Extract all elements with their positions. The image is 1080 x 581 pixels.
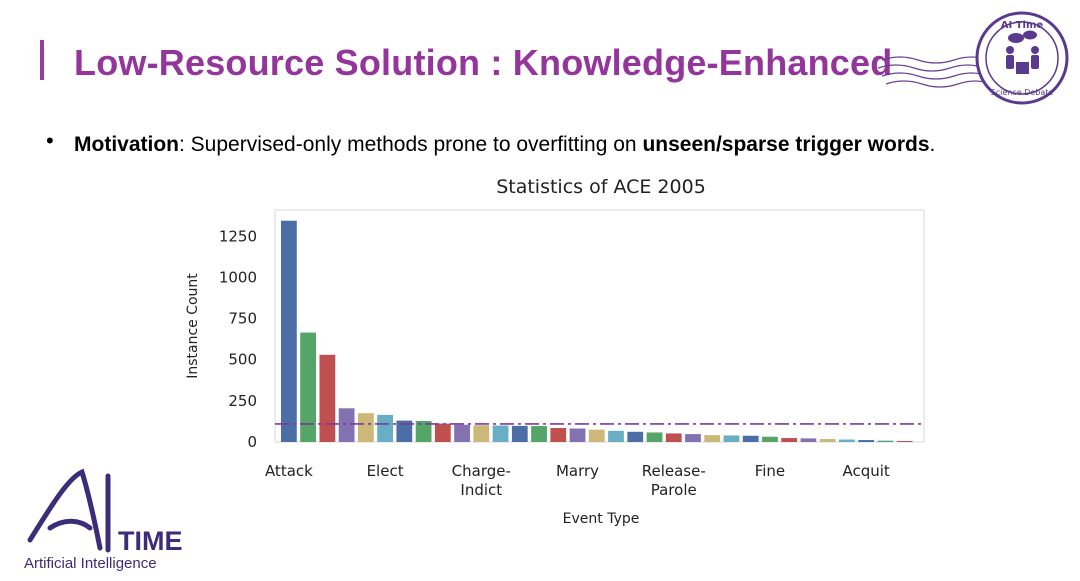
logo-mark: AI [20, 468, 21, 469]
bar [762, 437, 778, 442]
motivation-end: . [929, 133, 936, 156]
bar [608, 431, 624, 442]
x-tick-label: Attack [264, 462, 313, 480]
ai-time-logo [20, 468, 190, 578]
bar [627, 432, 643, 442]
y-axis-label: Instance Count [185, 273, 201, 379]
chart-title: Statistics of ACE 2005 [496, 176, 706, 198]
bar [339, 408, 355, 442]
bar [666, 433, 682, 442]
bar [493, 426, 509, 442]
bar [801, 438, 817, 442]
y-tick-label: 750 [228, 309, 257, 328]
x-tick-label: Acquit [842, 462, 890, 480]
bar [358, 413, 374, 442]
x-tick-label: Marry [555, 462, 600, 480]
bar [724, 435, 740, 442]
motivation-lead: Motivation [74, 133, 179, 156]
bar [647, 432, 663, 442]
motivation-emphasis: unseen/sparse trigger words [642, 133, 930, 156]
y-tick-label: 500 [228, 350, 257, 369]
bar [377, 415, 393, 442]
x-tick-label: Elect [366, 462, 404, 480]
bar [897, 441, 913, 442]
bar [454, 425, 470, 442]
x-tick-label: Release-Parole [641, 462, 706, 499]
bar [743, 436, 759, 442]
bar [319, 355, 335, 442]
bar [570, 429, 586, 442]
ai-time-debate-logo [870, 10, 1070, 106]
bar [473, 425, 489, 442]
bar [589, 430, 605, 442]
logo-word: TIME [118, 526, 183, 556]
slide-title: Low-Resource Solution : Knowledge-Enhanced [74, 42, 893, 83]
logo-bottom-label: Science Debate [990, 88, 1054, 97]
bar [820, 439, 836, 442]
logo-top-label: AI Time [1000, 20, 1044, 31]
bar [512, 426, 528, 442]
x-tick-label: Charge-Indict [451, 462, 511, 499]
bar [685, 434, 701, 442]
bar [281, 221, 297, 442]
bar [550, 428, 566, 442]
y-tick-label: 250 [228, 391, 257, 410]
plot-frame [275, 210, 924, 442]
motivation-sep: : [179, 133, 191, 156]
bar [878, 441, 894, 442]
bar [531, 426, 547, 442]
bar [781, 438, 797, 442]
bullet-dot: • [46, 128, 54, 153]
motivation-text [74, 133, 935, 157]
title-accent-bar [40, 40, 44, 80]
motivation-body: Supervised-only methods prone to overfitting on [190, 133, 643, 156]
y-tick-label: 0 [247, 433, 257, 451]
bar [435, 424, 451, 442]
x-axis-label: Event Type [562, 511, 640, 527]
bar [300, 333, 316, 442]
bar [858, 440, 874, 442]
y-tick-label: 1250 [218, 227, 257, 246]
bar [704, 435, 720, 442]
bar [839, 440, 855, 442]
ace-2005-bar-chart [170, 170, 940, 540]
x-tick-label: Fine [754, 462, 786, 480]
y-tick-label: 1000 [218, 268, 257, 287]
logo-tagline: Artificial Intelligence [24, 555, 157, 572]
